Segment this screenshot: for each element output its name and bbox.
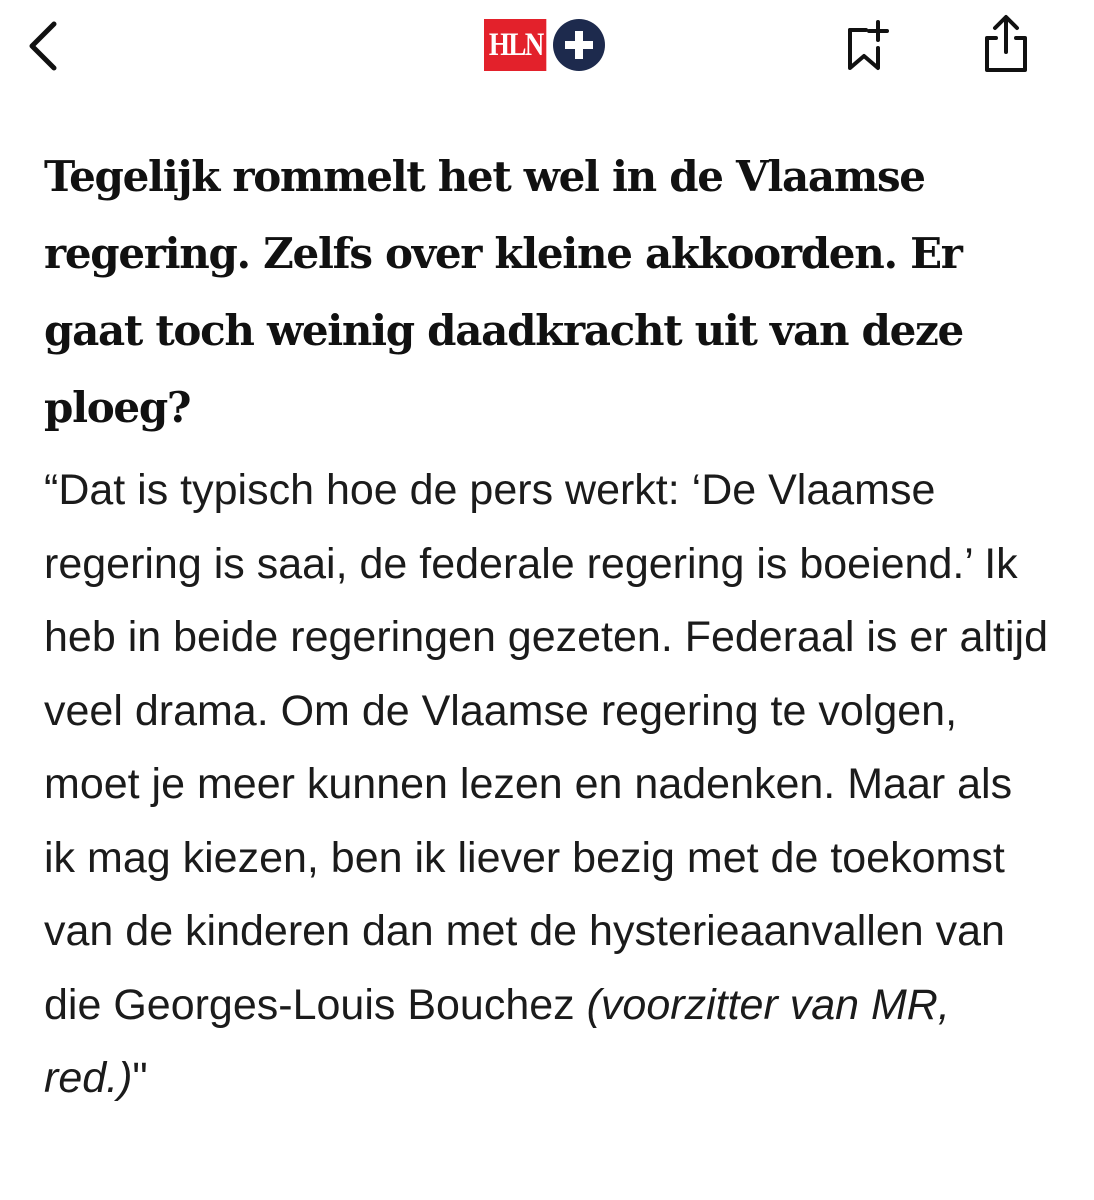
- editor-note: (voorzitter van MR, red.): [44, 980, 950, 1102]
- chevron-left-icon: [26, 20, 60, 72]
- hln-plus-logo[interactable]: [484, 18, 560, 72]
- answer-closing-quote: ": [132, 1054, 148, 1102]
- back-button[interactable]: [18, 14, 68, 78]
- bookmark-add-button[interactable]: [838, 12, 898, 78]
- answer-text: “Dat is typisch hoe de pers werkt: ‘De Vlaamse regering is saai, de federale regering is boeiend.’ Ik heb in beide regeringen gezeten. Federaal is er altijd veel drama. Om de Vlaamse regering te volgen, moet je meer kunnen lezen en nadenken. Maar als ik mag kiezen, ben ik liever bezig met de toekomst van de kinderen dan met de hysterieaanvallen van die Georges-Louis Bouchez: [44, 466, 1048, 1029]
- bookmark-add-icon: [838, 12, 898, 78]
- interview-question: Tegelijk rommelt het wel in de Vlaamse regering. Zelfs over kleine akkoorden. Er gaat toch weinig daadkracht uit van deze ploeg?: [44, 152, 963, 432]
- plus-badge-icon: [552, 18, 606, 72]
- hln-logo-text: HLN: [484, 19, 546, 71]
- share-icon: [976, 10, 1036, 78]
- share-button[interactable]: [976, 10, 1036, 78]
- interview-answer: [44, 454, 1054, 1116]
- top-navigation-bar: [0, 0, 1094, 100]
